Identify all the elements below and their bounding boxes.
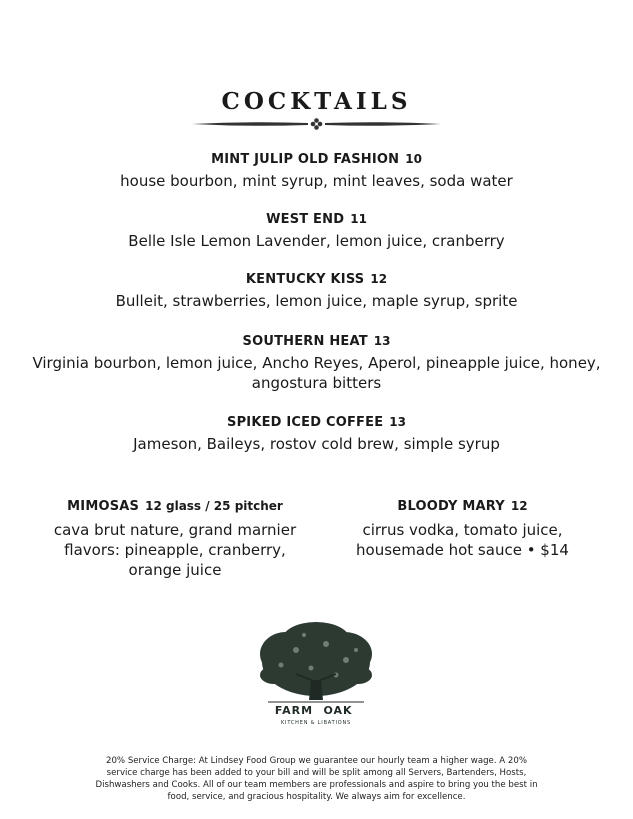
cocktail-item <box>0 268 633 311</box>
logo-word-farm: FARM <box>274 704 314 717</box>
mimosas-description: cava brut nature, grand marnier flavors: pineapple, cranberry, orange juice <box>53 521 297 579</box>
service-charge-note: 20% Service Charge: At Lindsey Food Group we guarantee our hourly team a higher wage. A 20% service charge has been added to your bill and will be split among all Servers, Bartenders, Hosts, Dishwashers and Cooks. All of our team members are professionals and aspire to bring you the best in food, service, and gracious hospitality. We always aim for excellence. <box>95 756 538 802</box>
cocktail-item <box>0 148 633 191</box>
bloody-mary-description: cirrus vodka, tomato juice, housemade hot sauce • $14 <box>356 521 569 559</box>
cocktail-price: 13 <box>389 415 406 429</box>
cocktail-description: house bourbon, mint syrup, mint leaves, soda water <box>120 172 513 190</box>
cocktail-price: 11 <box>350 212 367 226</box>
cocktail-name: WEST END <box>266 212 345 227</box>
bloody-mary-price: 12 <box>510 499 528 513</box>
cocktail-price: 12 <box>370 272 388 286</box>
mimosas-name: MIMOSAS <box>67 499 140 514</box>
cocktail-name: KENTUCKY KISS <box>245 272 365 287</box>
logo-tagline: KITCHEN & LIBATIONS <box>280 720 352 726</box>
mimosas-item <box>45 495 305 580</box>
bloody-mary-name: BLOODY MARY <box>397 499 505 514</box>
bloody-mary-item <box>345 495 580 560</box>
cocktail-description: Belle Isle Lemon Lavender, lemon juice, cranberry <box>128 232 505 250</box>
logo-word-oak: OAK <box>323 704 353 717</box>
cocktail-name: SPIKED ICED COFFEE <box>227 415 384 430</box>
cocktail-item <box>0 208 633 251</box>
cocktail-price: 13 <box>373 334 391 348</box>
cocktail-description: Jameson, Baileys, rostov cold brew, simple syrup <box>133 435 500 453</box>
cocktail-name: MINT JULIP OLD FASHION <box>211 152 400 167</box>
cocktail-item <box>0 330 633 393</box>
cocktail-description: Virginia bourbon, lemon juice, Ancho Reyes, Aperol, pineapple juice, honey, angostura bitters <box>32 354 601 392</box>
ornament-divider <box>190 117 443 131</box>
cocktail-item <box>0 411 633 454</box>
farm-oak-logo <box>256 620 376 730</box>
menu-title: COCKTAILS <box>221 88 412 115</box>
cocktail-name: SOUTHERN HEAT <box>242 334 368 349</box>
cocktail-description: Bulleit, strawberries, lemon juice, maple syrup, sprite <box>115 292 518 310</box>
mimosas-price: 12 glass / 25 pitcher <box>145 499 283 513</box>
cocktail-price: 10 <box>405 152 422 166</box>
